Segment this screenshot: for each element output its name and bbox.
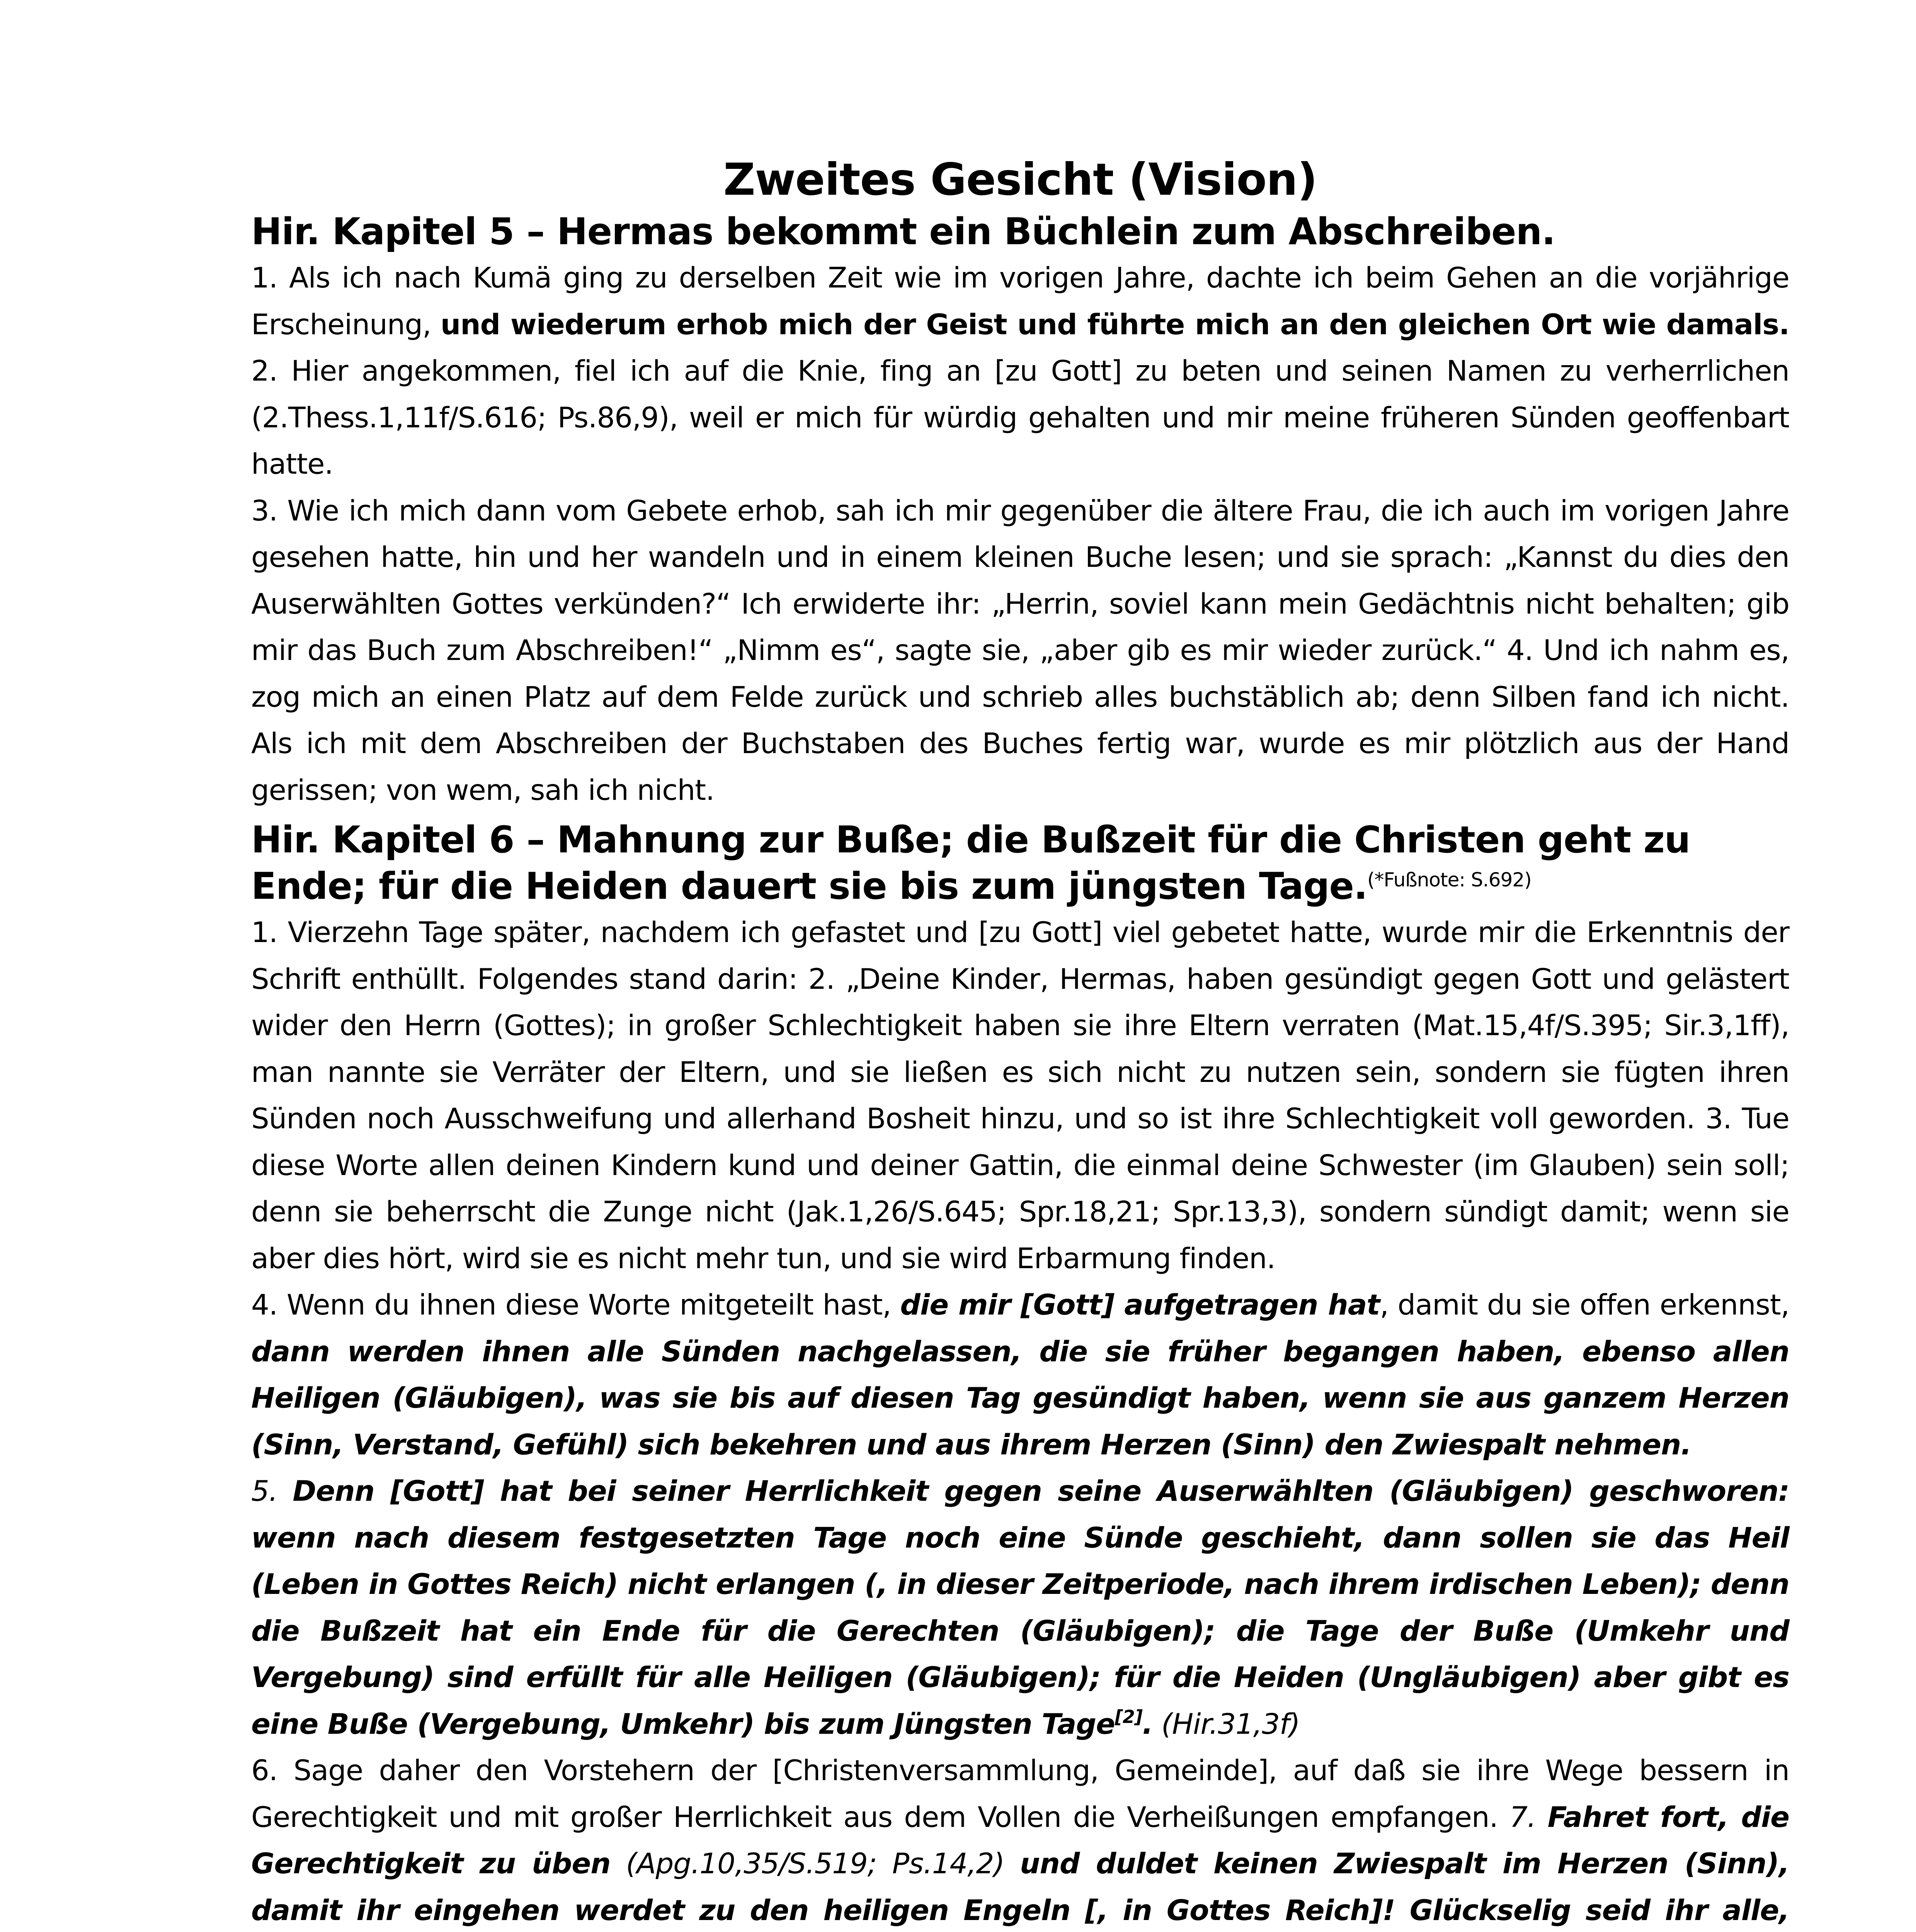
text-span: 4. Wenn du ihnen diese Worte mitgeteilt hast,: [251, 1289, 900, 1321]
footnote-reference: (*Fußnote: S.692): [1367, 869, 1531, 891]
chapter-6-heading: [251, 817, 1789, 910]
chapter-5-paragraph-1: [251, 255, 1789, 488]
text-span: , damit du sie offen erkennst,: [1380, 1289, 1789, 1321]
text-span: 1. Als ich nach Kumä ging zu derselben Zeit wie im vorigen Jahre, dachte ich beim Gehen an die vorjährige Erscheinung,: [251, 262, 1789, 341]
text-span: 6. Sage daher den Vorstehern der [Christenversammlung, Gemeinde], auf daß sie ihre Wege bessern in Gerechtigkeit und mit großer Herrlichkeit aus dem Vollen die Verheißungen empfangen.: [251, 1754, 1789, 1834]
bold-italic-span: die mir [Gott] aufgetragen hat: [900, 1289, 1380, 1321]
italic-span: 5.: [251, 1475, 293, 1508]
bold-italic-span: .: [1142, 1708, 1153, 1741]
chapter-5-heading: Hir. Kapitel 5 – Hermas bekommt ein Büchlein zum Abschreiben.: [251, 211, 1555, 253]
chapter-6-paragraph-1: 1. Vierzehn Tage später, nachdem ich gefastet und [zu Gott] viel gebetet hatte, wurde mir die Erkenntnis der Schrift enthüllt. Folgendes stand darin: 2. „Deine Kinder, Hermas, haben gesündigt gegen Gott und gelästert wider den Herrn (Gottes); in großer Schlechtigkeit haben sie ihre Eltern verraten (Mat.15,4f/S.395; Sir.3,1ff), man nannte sie Verräter der Eltern, und sie ließen es sich nicht zu nutzen sein, sondern sie fügten ihren Sünden noch Ausschweifung und allerhand Bosheit hinzu, und so ist ihre Schlechtigkeit voll geworden. 3. Tue diese Worte allen deinen Kindern kund und deiner Gattin, die einmal deine Schwester (im Glauben) sein soll; denn sie beherrscht die Zunge nicht (Jak.1,26/S.645; Spr.18,21; Spr.13,3), sondern sündigt damit; wenn sie aber dies hört, wird sie es nicht mehr tun, und sie wird Erbarmung finden.: [251, 916, 1789, 1275]
document-page: [251, 151, 1789, 1932]
bold-italic-span: Denn [Gott] hat bei seiner Herrlichkeit gegen seine Auserwählten (Gläubigen) geschworen: wenn nach diesem festgesetzten Tage noch eine Sünde geschieht, dann sollen sie das Heil (Leben in Gottes Reich) nicht erlangen (, in dieser Zeitperiode, nach ihrem irdischen Leben); denn die Bußzeit hat ein Ende für die Gerechten (Gläubigen); die Tage der Buße (Umkehr und Vergebung) sind erfüllt für alle Heiligen (Gläubigen); für die Heiden (Ungläubigen) aber gibt es eine Buße (Vergebung, Umkehr) bis zum Jüngsten Tage: [251, 1475, 1789, 1741]
bold-italic-span: dann werden ihnen alle Sünden nachgelassen, die sie früher begangen haben, ebenso allen Heiligen (Gläubigen), was sie bis auf diesen Tag gesündigt haben, wenn sie aus ganzem Herzen (Sinn, Verstand, Gefühl) sich bekehren und aus ihrem Herzen (Sinn) den Zwiespalt nehmen.: [251, 1335, 1789, 1461]
chapter-6-heading-text: Hir. Kapitel 6 – Mahnung zur Buße; die Bußzeit für die Christen geht zu Ende; für die Heiden dauert sie bis zum jüngsten Tage.: [251, 819, 1690, 908]
italic-span: 7.: [1509, 1801, 1548, 1834]
page-title: Zweites Gesicht (Vision): [723, 154, 1317, 205]
bold-italic-span: und duldet keinen Zwiespalt im Herzen (Sinn), damit ihr eingehen werdet zu den heiligen Engeln [, in Gottes Reich]! Glückselig seid ihr alle,: [251, 1847, 1789, 1927]
bold-italic-span: Fahret fort, die Gerechtigkeit zu üben: [251, 1801, 1789, 1880]
text-span: 2. Hier angekommen, fiel ich auf die Knie, fing an [zu Gott] zu beten und seinen Namen zu verherrlichen (2.Thess.1,11f/S.616; Ps.86,9), weil er mich für würdig gehalten und mir meine früheren Sünden geoffenbart hatte.: [251, 355, 1789, 481]
citation-span: (Apg.10,35/S.519; Ps.14,2): [610, 1847, 1020, 1880]
bold-span: und wiederum erhob mich der Geist und führte mich an den gleichen Ort wie damals.: [440, 308, 1789, 341]
chapter-5-paragraph-2: 3. Wie ich mich dann vom Gebete erhob, sah ich mir gegenüber die ältere Frau, die ich auch im vorigen Jahre gesehen hatte, hin und her wandeln und in einem kleinen Buche lesen; und sie sprach: „Kannst du dies den Auserwählten Gottes verkünden?“ Ich erwiderte ihr: „Herrin, soviel kann mein Gedächtnis nicht behalten; gib mir das Buch zum Abschreiben!“ „Nimm es“, sagte sie, „aber gib es mir wieder zurück.“ 4. Und ich nahm es, zog mich an einen Platz auf dem Felde zurück und schrieb alles buchstäblich ab; denn Silben fand ich nicht. Als ich mit dem Abschreiben der Buchstaben des Buches fertig war, wurde es mir plötzlich aus der Hand gerissen; von wem, sah ich nicht.: [251, 494, 1789, 807]
citation-span: (Hir.31,3f): [1152, 1708, 1300, 1741]
chapter-6-paragraph-6: [251, 1748, 1789, 1932]
chapter-6-paragraph-5: [251, 1468, 1789, 1748]
footnote-marker: [2]: [1115, 1706, 1142, 1727]
chapter-6-paragraph-4: [251, 1282, 1789, 1468]
